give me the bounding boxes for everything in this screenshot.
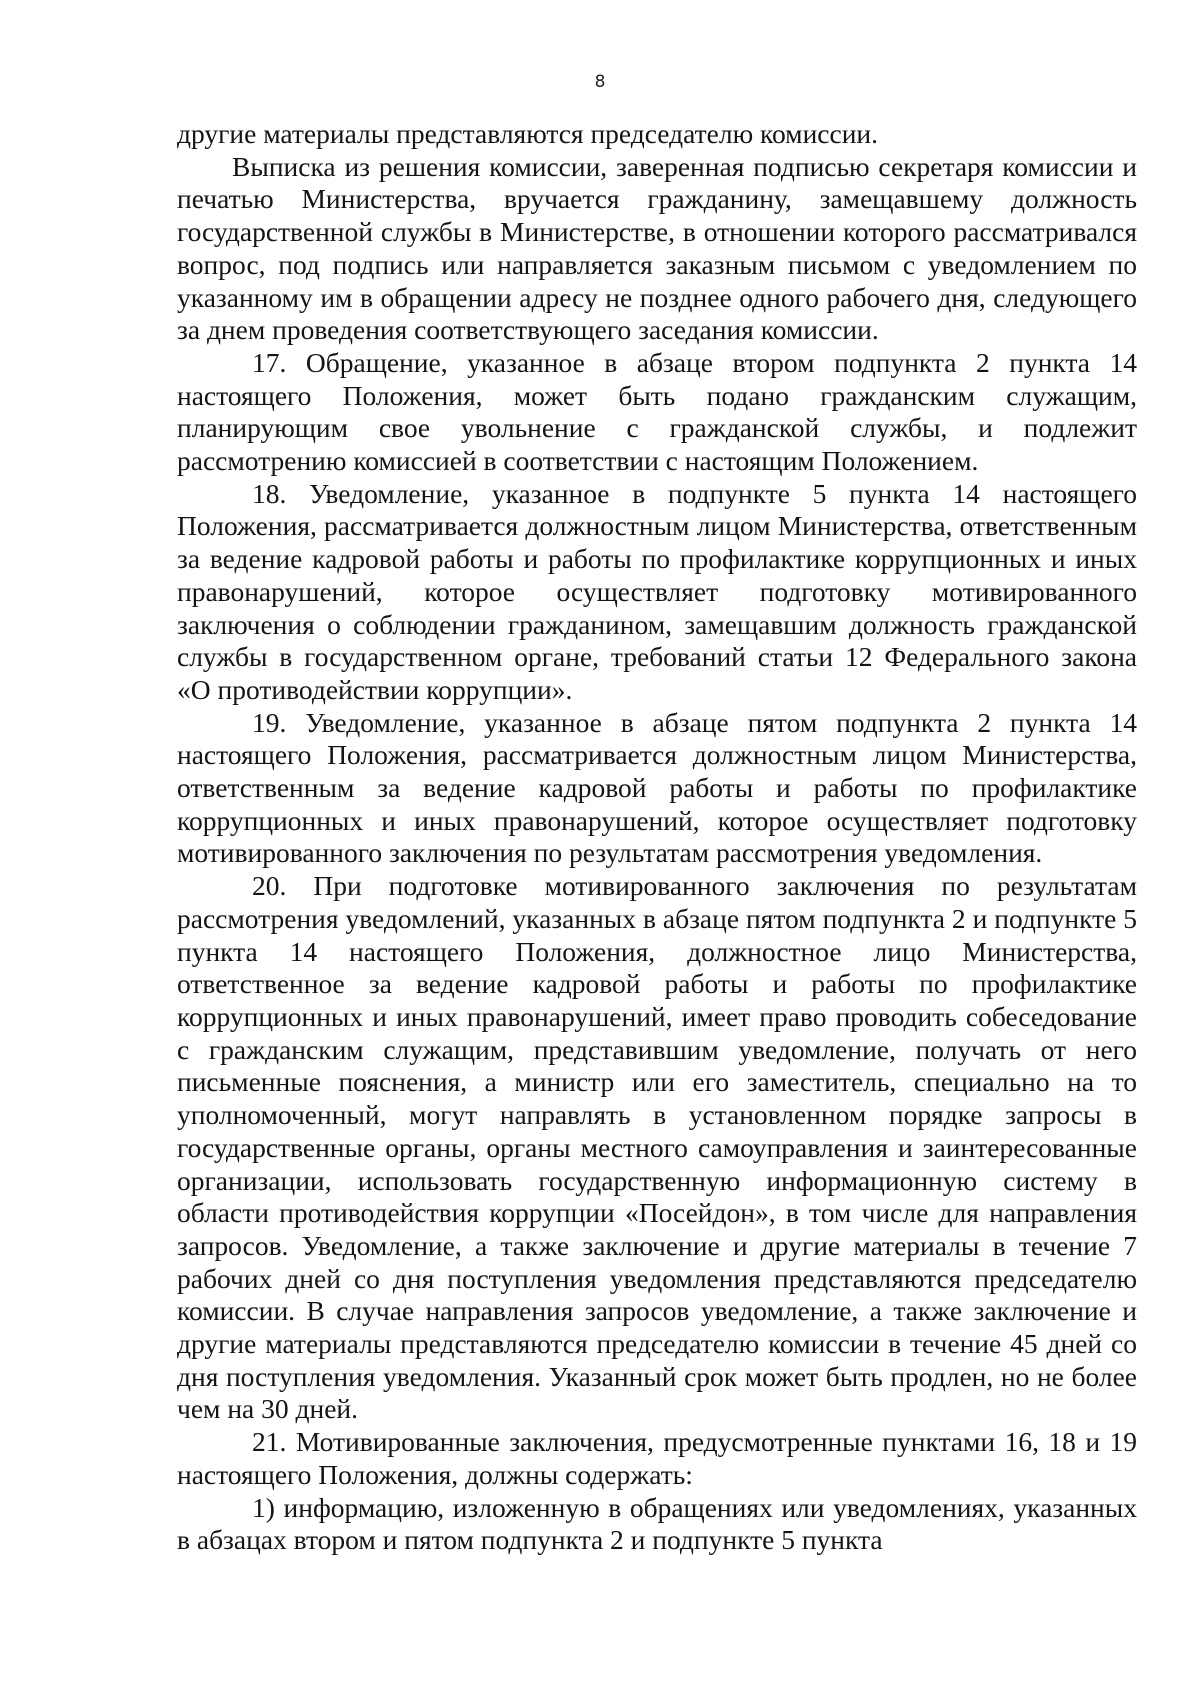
- paragraph-18: 18. Уведомление, указанное в подпункте 5 пункта 14 настоящего Положения, рассматривается должностным лицом Министерства, ответственным за ведение кадровой работы и работы по профилактике коррупционных и иных правонарушений, которое осуществляет подготовку мотивированного заключения о соблюдении гражданином, замещавшим должность гражданской службы в государственном органе, требований статьи 12 Федерального закона «О противодействии коррупции».: [177, 477, 1137, 705]
- page-number: 8: [594, 72, 606, 92]
- paragraph-extract-delivery: Выписка из решения комиссии, заверенная подписью секретаря комиссии и печатью Министерства, вручается гражданину, замещавшему должность государственной службы в Министерстве, в отношении которого рассматривался вопрос, под подпись или направляется заказным письмом с уведомлением по указанному им в обращении адресу не позднее одного рабочего дня, следующего за днем проведения соответствующего заседания комиссии.: [177, 150, 1137, 346]
- paragraph-20: 20. При подготовке мотивированного заключения по результатам рассмотрения уведомлений, указанных в абзаце пятом подпункта 2 и подпункте 5 пункта 14 настоящего Положения, должностное лицо Министерства, ответственное за ведение кадровой работы и работы по профилактике коррупционных и иных правонарушений, имеет право проводить собеседование с гражданским служащим, представившим уведомление, получать от него письменные пояснения, а министр или его заместитель, специально на то уполномоченный, могут направлять в установленном порядке запросы в государственные органы, органы местного самоуправления и заинтересованные организации, использовать государственную информационную систему в области противодействия коррупции «Посейдон», в том числе для направления запросов. Уведомление, а также заключение и другие материалы в течение 7 рабочих дней со дня поступления уведомления представляются председателю комиссии. В случае направления запросов уведомление, а также заключение и другие материалы представляются председателю комиссии в течение 45 дней со дня поступления уведомления. Указанный срок может быть продлен, но не более чем на 30 дней.: [177, 870, 1137, 1425]
- paragraph-17: 17. Обращение, указанное в абзаце втором подпункта 2 пункта 14 настоящего Положения, может быть подано гражданским служащим, планирующим свое увольнение с гражданской службы, и подлежит рассмотрению комиссией в соответствии с настоящим Положением.: [177, 346, 1137, 477]
- paragraph-continuation: другие материалы представляются председателю комиссии.: [177, 118, 879, 149]
- document-body: [177, 118, 1137, 1557]
- paragraph-21: 21. Мотивированные заключения, предусмотренные пунктами 16, 18 и 19 настоящего Положения, должны содержать:: [177, 1426, 1137, 1490]
- paragraph-19: 19. Уведомление, указанное в абзаце пятом подпункта 2 пункта 14 настоящего Положения, рассматривается должностным лицом Министерства, ответственным за ведение кадровой работы и работы по профилактике коррупционных и иных правонарушений, которое осуществляет подготовку мотивированного заключения по результатам рассмотрения уведомления.: [177, 706, 1137, 869]
- paragraph-21-item-1: 1) информацию, изложенную в обращениях или уведомлениях, указанных в абзацах втором и пятом подпункта 2 и подпункте 5 пункта: [177, 1491, 1137, 1556]
